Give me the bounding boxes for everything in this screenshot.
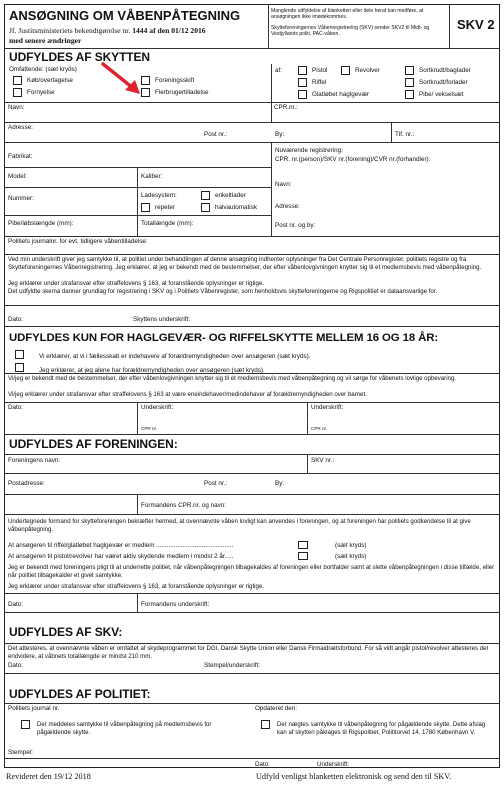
checkbox-repeter[interactable] <box>141 203 150 212</box>
form-code: SKV 2 <box>457 17 495 32</box>
label-alene-myndighed: Jeg erklærer, at jeg alene har forældremyndigheden over ansøgeren (sæt kryds). <box>39 367 265 374</box>
label-samtykke-naegtes: Der nægtes samtykke til våbenpåtegning for pågældende skytte. Dette afslag kan af skytten påklages til Rigspolitiet, Polititorvet 14, 1780 København V. <box>277 721 486 736</box>
forening-text-2: Jeg er bekendt med foreningens pligt til at underrette politiet, når våbenpåtegningen tilbagekaldes af foreningen eller bortfalder samt at slette våbenpåtegningen i disse tilfælde, eller når politiet tilbagekalder et givet samtykke. <box>8 564 495 579</box>
red-arrow-icon <box>99 60 145 96</box>
postnr-by-label: Post nr. og by: <box>275 222 316 229</box>
foreningens-navn-label: Foreningens navn: <box>8 457 61 464</box>
af-label: af: <box>275 67 283 74</box>
label-samtykke-meddeles: Der meddeles samtykke til våbenpåtegning på medlemsbevis for pågældende skytte. <box>37 721 212 736</box>
label-foreningsskift: Foreningsskift <box>155 77 195 84</box>
navn2-label: Navn: <box>275 181 292 188</box>
erklaering-text: Jeg erklærer under strafansvar efter straffelovens § 163, at foranstående oplysninger er rigtige. <box>8 280 264 287</box>
label-repeter: repeter <box>155 204 175 211</box>
forening-by-label: By: <box>275 480 285 487</box>
model-label: Model: <box>8 173 27 180</box>
section-title-skytten: UDFYLDES AF SKYTTEN <box>9 50 150 64</box>
dato-label-politi: Dato: <box>255 761 271 768</box>
checkbox-samtykke-meddeles[interactable] <box>21 720 30 729</box>
nuvaerende-reg-cpr-label: CPR. nr.(person)/SKV nr.(forening)/CVR nr.(forhandler): <box>275 156 431 163</box>
dato-label-unge: Dato: <box>8 404 24 411</box>
form-title: ANSØGNING OM VÅBENPÅTEGNING <box>9 8 241 23</box>
postadresse-label: Postadresse: <box>8 480 45 487</box>
grundlag-text: Det udfyldte skema danner grundlag for registrering i SKV og i Politiets Våbenregister, som henholdsvis skytteforeningerne og Rigspolitiet er dataansvarlige for. <box>8 288 438 295</box>
label-revolver: Revolver <box>355 67 380 74</box>
politi-journal-label: Politiets journalnr. for evt. tidligere våbentilladelse: <box>8 238 148 245</box>
cpr-1-label: CPR nr. <box>141 426 158 431</box>
by-label: By: <box>275 131 285 138</box>
skyttens-underskrift-label: Skyttens underskrift: <box>133 316 191 323</box>
form-page <box>4 4 500 768</box>
politi-journal-nr-label: Politiets journal nr. <box>8 705 60 712</box>
revideret-text: Revideret den 19/12 2018 <box>6 772 91 781</box>
tlf-label: Tlf. nr.: <box>395 131 415 138</box>
label-pibe: Pibe/ vekselsæt <box>419 91 464 98</box>
underskrift-2-label: Underskrift: <box>311 404 344 411</box>
stempel-label: Stempel: <box>8 749 33 756</box>
legal-prefix: Jf. Justitsministeriets bekendtgørelse nr. <box>9 26 131 35</box>
checkbox-riffel[interactable] <box>298 78 307 87</box>
formandens-underskrift-label: Formandens underskrift: <box>141 601 210 608</box>
section-title-skv: UDFYLDES AF SKV: <box>9 625 123 639</box>
section-title-unge: UDFYLDES KUN FOR HAGLGEVÆR- OG RIFFELSKYTTE MELLEM 16 OG 18 ÅR: <box>9 332 439 344</box>
skv-nr-label: SKV nr.: <box>311 457 335 464</box>
dato-label-skytten: Dato: <box>8 316 24 323</box>
adresse-label: Adresse: <box>8 124 33 131</box>
legal-suffix: med senere ændringer <box>9 36 82 45</box>
checkbox-revolver[interactable] <box>341 66 350 75</box>
dato-label-forening: Dato: <box>8 601 24 608</box>
checkbox-sortkrudt-bag[interactable] <box>405 66 414 75</box>
checkbox-halvautomatisk[interactable] <box>201 203 210 212</box>
legal-reference <box>9 26 206 35</box>
label-sortkrudt-for: Sortkrudt/forlader <box>419 79 468 86</box>
total-laengde-label: Totallængde (mm): <box>141 220 194 227</box>
omfattende-label: Omfattende: (sæt kryds) <box>9 66 77 73</box>
forening-text-1: Undertegnede formand for skytteforeningen bekræfter hermed, at ovennævnte våben lovligt kan anvendes i foreningen, og at foreningen har politiets godkendelse til at give våbenpåtegning. <box>8 518 471 533</box>
opdateret-label: Opdateret den: <box>255 705 298 712</box>
checkbox-alene-myndighed[interactable] <box>15 363 24 372</box>
label-koeb: Køb/overtagelse <box>27 77 73 84</box>
label-faelles-myndighed: Vi erklærer, at vi i fællesskab er indehavere af forældremyndigheden over ansøgeren (sæt kryds). <box>39 353 311 360</box>
checkbox-glatloebet[interactable] <box>298 90 307 99</box>
nummer-label: Nummer: <box>8 195 34 202</box>
adresse2-label: Adresse: <box>275 203 300 210</box>
checkbox-samtykke-naegtes[interactable] <box>261 720 270 729</box>
checkbox-pibe[interactable] <box>405 90 414 99</box>
cpr-2-label: CPR nr. <box>311 426 328 431</box>
forening-line-1: At ansøgeren til riffel/glatløbet haglgevær er medlem ............................................ <box>8 542 234 549</box>
label-glatloebet: Glatløbet haglgevær <box>312 91 370 98</box>
underskrift-1-label: Underskrift: <box>141 404 174 411</box>
label-halvautomatisk: halvautomatisk <box>215 204 257 211</box>
checkbox-koeb[interactable] <box>13 76 22 85</box>
checkbox-sortkrudt-for[interactable] <box>405 78 414 87</box>
checkbox-faelles-myndighed[interactable] <box>15 350 24 359</box>
navn-label: Navn: <box>8 104 25 111</box>
postnr-label: Post nr.: <box>204 131 228 138</box>
ladesystem-label: Ladesystem: <box>141 192 177 199</box>
footer-hint: Udfyld venligst blanketten elektronisk og send den til SKV. <box>256 772 452 781</box>
checkbox-fornyelse[interactable] <box>13 88 22 97</box>
label-pistol: Pistol <box>312 67 328 74</box>
dato-label-skv: Dato: <box>8 662 24 669</box>
checkbox-pistol[interactable] <box>298 66 307 75</box>
checkbox-enkeltlader[interactable] <box>201 191 210 200</box>
cpr-label: CPR.nr.: <box>274 104 298 111</box>
forening-postnr-label: Post nr.: <box>204 480 228 487</box>
section-title-forening: UDFYLDES AF FORENINGEN: <box>9 437 178 451</box>
skv-text: Det attesteres, at ovennævnte våben er omfattet af skydeprogrammet for DGI, Dansk Skytte Union eller Dansk Firmaidrætsforbund. For så vidt angår pistol/revolver attesteres det endvidere, at våbnets totallængde er mindst 210 mm. <box>8 645 489 660</box>
header-note-1: Manglende udfyldelse af blanketten eller dele heraf kan medføre, at ansøgningen ikke imødekommes. <box>271 8 424 21</box>
kaliber-label: Kaliber: <box>141 173 163 180</box>
unge-text-2: Vi/jeg erklærer under strafansvar efter straffelovens § 163 at være eneindehaver/medindehaver af forældremyndigheden over barnet. <box>8 391 367 398</box>
nuvaerende-reg-label: Nuværende registrering: <box>275 147 343 154</box>
label-flerbruger: Flerbrugertilladelse <box>155 89 209 96</box>
kryds-2-label: (sæt kryds) <box>335 553 367 560</box>
checkbox-aktiv-2-aar[interactable] <box>298 552 308 560</box>
section-title-politi: UDFYLDES AF POLITIET: <box>9 687 151 701</box>
label-sortkrudt-bag: Sortkrudt/baglader <box>419 67 471 74</box>
pibe-laengde-label: Pibe/løbslængde (mm): <box>8 220 74 227</box>
forening-text-3: Jeg erklærer under strafansvar efter straffelovens § 163, at foranstående oplysninger er rigtige. <box>8 583 264 590</box>
kryds-1-label: (sæt kryds) <box>335 542 367 549</box>
stempel-underskrift-label: Stempel/underskrift: <box>204 662 260 669</box>
checkbox-medlem[interactable] <box>298 541 308 549</box>
forening-line-2: At ansøgeren til pistol/revolver har været aktiv skydende medlem i mindst 2 år..... <box>8 553 234 560</box>
unge-text-1: Vi/jeg er bekendt med de bestemmelser, der efter våbenlovgivningen knytter sig til et medlemsbevis med våbenpåtegning og vil sørge for våbenets lovlige opbevaring. <box>8 375 457 382</box>
politi-underskrift-label: Underskrift: <box>317 761 350 768</box>
header-note-2: Skytteforeningernes Våbenregistrering (SKV) sender SKV2 til Midt- og Vestjyllands politi, PAC-våben. <box>271 25 430 38</box>
label-riffel: Riffel <box>312 79 327 86</box>
formand-cpr-label: Formandens CPR.nr. og navn: <box>141 502 227 509</box>
samtykke-text: Ved min underskrift giver jeg samtykke til, at politiet under behandlingen af denne ansøgning indhenter oplysninger fra Det Centrale Personregister, politiets registre og fra Skytteforeningernes Våbenregistrering. Jeg erklærer, at jeg er bekendt med de bestemmelser, der efter våbenlovgivningen knytter sig til et medlemsbevis med våbenpåtegning. <box>8 256 482 271</box>
legal-date: 1444 af den 01/12 2016 <box>132 26 206 35</box>
fabrikat-label: Fabrikat: <box>8 153 33 160</box>
label-fornyelse: Fornyelse <box>27 89 55 96</box>
label-enkeltlader: enkeltlader <box>215 192 246 199</box>
